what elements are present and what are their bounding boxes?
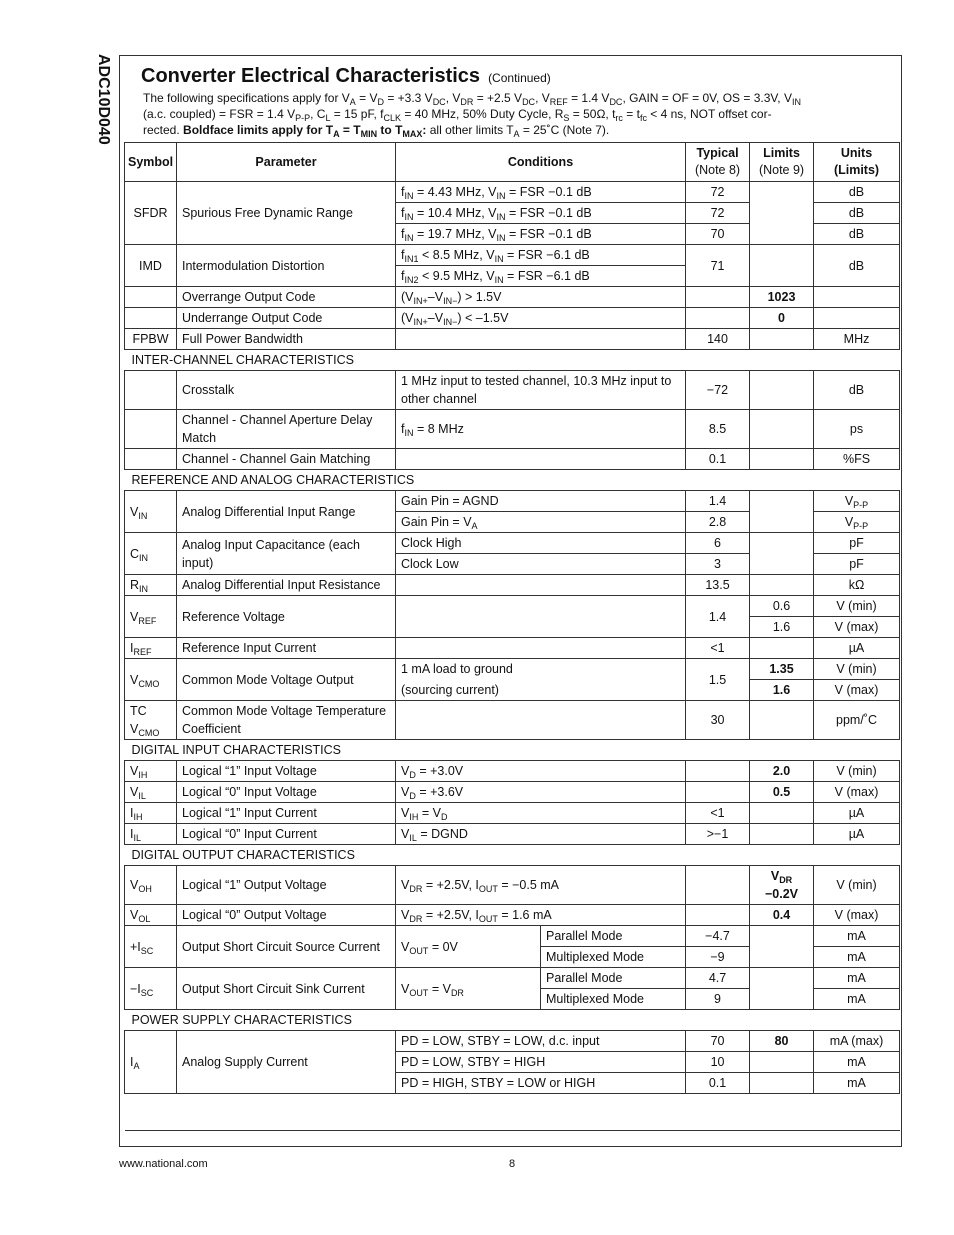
table-row: PD = LOW, STBY = HIGH 10 mA	[125, 1052, 900, 1073]
section-heading: Converter Electrical Characteristics (Continued)	[141, 65, 551, 87]
table-row: 1.6 V (max)	[125, 617, 900, 638]
table-row: Clock Low 3 pF	[125, 554, 900, 575]
electrical-characteristics-table	[124, 142, 900, 1131]
header-limits: Limits (Note 9)	[750, 143, 814, 182]
table-row: $I_{REF}$ Reference Input Current <1 µA	[125, 638, 900, 659]
table-row: FPBW Full Power Bandwidth 140 MHz	[125, 329, 900, 350]
table-row: Crosstalk 1 MHz input to tested channel, 10.3 MHz input to other channel −72 dB	[125, 371, 900, 410]
page-number: 8	[509, 1158, 516, 1170]
section-row: INTER-CHANNEL CHARACTERISTICS	[125, 350, 900, 371]
section-row: DIGITAL OUTPUT CHARACTERISTICS	[125, 845, 900, 866]
table-row: $f_{IN} = 19.7$ MHz, $V_{IN}$ = FSR −0.1 dB 70 dB	[125, 224, 900, 245]
table-row: Channel - Channel Aperture Delay Match $f_{IN} = 8$ MHz 8.5 ps	[125, 410, 900, 449]
table-row: Underrange Output Code $(V_{IN+}-V_{IN-}) < -1.5V$ 0	[125, 308, 900, 329]
table-row: $V_{OH}$ Logical “1” Output Voltage $V_{DR} = +2.5V$, $I_{OUT} = -0.5$ mA $V_{DR}$ −0.2V V (min)	[125, 866, 900, 905]
conditions-intro: The following specifications apply for $V_A = V_D = +3.3$ $V_{DC}$, $V_{DR} = +2.5$ $V_{DC}$, $V_{REF} = 1.4$ $V_{DC}$, GAIN = OF = 0V, OS = 3.3V, $V_{IN}$ (a.c. coupled) = FSR = 1.4 $V_{P-P}$, $C_L = 15$ pF, $f_{CLK} = 40$ MHz, 50% Duty Cycle, $R_S = 50\Omega$, $t_{rc} = t_{fc} < 4$ ns, NOT offset cor- rected. Boldface limits apply for $T_A = T_{MIN}$ to $T_{MAX}$: all other limits $T_A$ = 25˚C (Note 7).	[143, 91, 801, 139]
table-row: Overrange Output Code $(V_{IN+}-V_{IN-}) > 1.5V$ 1023	[125, 287, 900, 308]
table-end-spacer	[125, 1094, 900, 1131]
header-parameter: Parameter	[177, 143, 396, 182]
table-row: $V_{REF}$ Reference Voltage 1.4 0.6 V (min)	[125, 596, 900, 617]
table-row: $+I_{SC}$ Output Short Circuit Source Current $V_{OUT} = 0V$ Parallel Mode −4.7 mA	[125, 926, 900, 947]
footer-website: www.national.com	[119, 1158, 208, 1170]
section-row: REFERENCE AND ANALOG CHARACTERISTICS	[125, 470, 900, 491]
table-row: PD = HIGH, STBY = LOW or HIGH 0.1 mA	[125, 1073, 900, 1094]
table-row: $f_{IN} = 10.4$ MHz, $V_{IN}$ = FSR −0.1 dB 72 dB	[125, 203, 900, 224]
table-row: SFDR Spurious Free Dynamic Range $f_{IN} = 4.43$ MHz, $V_{IN}$ = FSR −0.1 dB 72 dB	[125, 182, 900, 203]
table-row: $V_{IN}$ Analog Differential Input Range Gain Pin = AGND 1.4 $V_{P-P}$	[125, 491, 900, 512]
continued-label: (Continued)	[488, 71, 551, 85]
table-row: $V_{IL}$ Logical “0” Input Voltage $V_D = +3.6V$ 0.5 V (max)	[125, 782, 900, 803]
header-typical: Typical (Note 8)	[686, 143, 750, 182]
vertical-part-number: ADC10D040	[95, 54, 112, 145]
table-row: $V_{CMO}$ Common Mode Voltage Output 1 mA load to ground 1.5 1.35 V (min)	[125, 659, 900, 680]
table-header-row	[125, 143, 900, 182]
table-row: IMD Intermodulation Distortion $f_{IN1} < 8.5$ MHz, $V_{IN}$ = FSR −6.1 dB 71 dB	[125, 245, 900, 266]
table-row: $I_A$ Analog Supply Current PD = LOW, STBY = LOW, d.c. input 70 80 mA (max)	[125, 1031, 900, 1052]
section-row: POWER SUPPLY CHARACTERISTICS	[125, 1010, 900, 1031]
table-row: $f_{IN2} < 9.5$ MHz, $V_{IN}$ = FSR −6.1 dB	[125, 266, 900, 287]
table-row: Multiplexed Mode 9 mA	[125, 989, 900, 1010]
table-row: $I_{IL}$ Logical “0” Input Current $V_{IL}$ = DGND >−1 µA	[125, 824, 900, 845]
table-row: $-I_{SC}$ Output Short Circuit Sink Current $V_{OUT} = V_{DR}$ Parallel Mode 4.7 mA	[125, 968, 900, 989]
table-row: $R_{IN}$ Analog Differential Input Resistance 13.5 kΩ	[125, 575, 900, 596]
table-row: Channel - Channel Gain Matching 0.1 %FS	[125, 449, 900, 470]
header-symbol: Symbol	[125, 143, 177, 182]
table-row: $C_{IN}$ Analog Input Capacitance (each input) Clock High 6 pF	[125, 533, 900, 554]
table-row: $V_{IH}$ Logical “1” Input Voltage $V_D = +3.0V$ 2.0 V (min)	[125, 761, 900, 782]
header-units: Units (Limits)	[814, 143, 900, 182]
header-conditions: Conditions	[396, 143, 686, 182]
table-row: (sourcing current) 1.6 V (max)	[125, 680, 900, 701]
table-row: $V_{OL}$ Logical “0” Output Voltage $V_{DR} = +2.5V$, $I_{OUT} = 1.6$ mA 0.4 V (max)	[125, 905, 900, 926]
table-row: $I_{IH}$ Logical “1” Input Current $V_{IH} = V_D$ <1 µA	[125, 803, 900, 824]
table-row: Gain Pin = $V_A$ 2.8 $V_{P-P}$	[125, 512, 900, 533]
table-row: TC $V_{CMO}$ Common Mode Voltage Temperature Coefficient 30 ppm/˚C	[125, 701, 900, 740]
section-row: DIGITAL INPUT CHARACTERISTICS	[125, 740, 900, 761]
table-row: Multiplexed Mode −9 mA	[125, 947, 900, 968]
